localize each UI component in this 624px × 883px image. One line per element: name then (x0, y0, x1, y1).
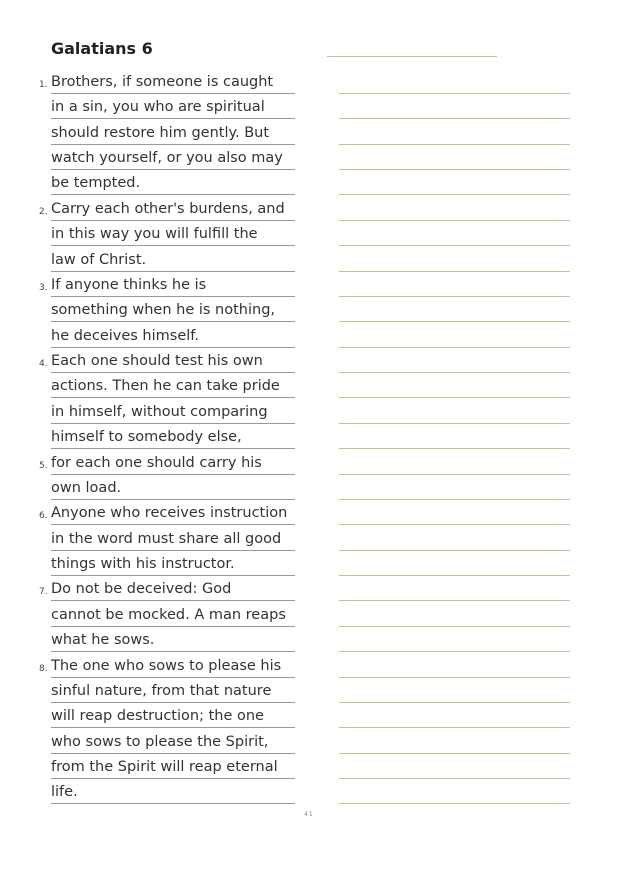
verse-text: from the Spirit will reap eternal (51, 758, 278, 775)
verse-line (51, 424, 295, 449)
writing-line[interactable] (339, 677, 570, 678)
writing-line[interactable] (339, 220, 570, 221)
page-title: Galatians 6 (51, 39, 153, 58)
verse-line (39, 500, 295, 525)
writing-line[interactable] (339, 271, 570, 272)
verse-line (51, 703, 295, 728)
verse-number: 3. (39, 282, 48, 293)
writing-line[interactable] (339, 448, 570, 449)
verse-text: watch yourself, or you also may (51, 150, 283, 167)
verse-line (51, 170, 295, 195)
verse-line (51, 373, 295, 398)
verse-line (51, 94, 295, 119)
writing-line[interactable] (339, 245, 570, 246)
verse-line (51, 602, 295, 627)
verse-number: 2. (39, 206, 48, 217)
verse-line (51, 247, 295, 272)
name-line (327, 56, 497, 57)
verse-text: himself to somebody else, (51, 429, 242, 446)
writing-line[interactable] (339, 169, 570, 170)
verse-line (39, 576, 295, 601)
writing-line[interactable] (339, 194, 570, 195)
verse-text: If anyone thinks he is (51, 276, 207, 293)
writing-line[interactable] (339, 321, 570, 322)
verse-number: 6. (39, 511, 48, 522)
verse-line (51, 729, 295, 754)
writing-line[interactable] (339, 575, 570, 576)
writing-line[interactable] (339, 499, 570, 500)
verse-text: who sows to please the Spirit, (51, 733, 269, 750)
verse-number: 5. (39, 460, 48, 471)
writing-line[interactable] (339, 423, 570, 424)
page-number: 41 (304, 811, 314, 818)
verse-line (51, 779, 295, 804)
writing-line[interactable] (339, 600, 570, 601)
verse-number: 7. (39, 587, 48, 598)
verse-line (51, 475, 295, 500)
verse-text: own load. (51, 479, 122, 496)
verse-text: life. (51, 784, 78, 801)
verse-number: 8. (39, 663, 48, 674)
verse-line (51, 678, 295, 703)
writing-line[interactable] (339, 372, 570, 373)
verse-number: 4. (39, 359, 48, 370)
verse-text: Brothers, if someone is caught (51, 74, 274, 90)
writing-line[interactable] (339, 727, 570, 728)
writing-line[interactable] (339, 296, 570, 297)
verse-text: what he sows. (51, 632, 155, 649)
verse-line (51, 526, 295, 551)
verse-text: Anyone who receives instruction (51, 505, 288, 522)
verse-text: Carry each other's burdens, and (51, 200, 285, 217)
verse-text: actions. Then he can take pride (51, 378, 280, 395)
verse-line (51, 145, 295, 170)
verse-text: should restore him gently. But (51, 124, 270, 141)
verse-line (51, 120, 295, 145)
verse-text: he deceives himself. (51, 327, 199, 344)
writing-line[interactable] (339, 347, 570, 348)
verse-text: in the word must share all good (51, 530, 282, 547)
verse-line (51, 754, 295, 779)
writing-line[interactable] (339, 651, 570, 652)
verse-line (51, 551, 295, 576)
verse-text: Each one should test his own (51, 353, 263, 370)
writing-line[interactable] (339, 397, 570, 398)
verse-line (39, 196, 295, 221)
verse-line (39, 272, 295, 297)
verse-text: in a sin, you who are spiritual (51, 99, 265, 116)
writing-line[interactable] (339, 778, 570, 779)
verse-text: Do not be deceived: God (51, 581, 232, 598)
verse-text: in this way you will fulfill the (51, 226, 258, 243)
writing-line[interactable] (339, 118, 570, 119)
verse-text: be tempted. (51, 175, 141, 192)
verse-text: law of Christ. (51, 251, 147, 268)
verse-text: for each one should carry his (51, 454, 262, 471)
verse-line (51, 399, 295, 424)
verse-text: cannot be mocked. A man reaps (51, 606, 286, 623)
verse-text: sinful nature, from that nature (51, 682, 272, 699)
writing-line[interactable] (339, 753, 570, 754)
verse-line (51, 323, 295, 348)
verse-text: something when he is nothing, (51, 302, 276, 319)
verse-line (51, 221, 295, 246)
verse-line (39, 69, 295, 94)
verse-number: 1. (39, 80, 48, 90)
verse-text: will reap destruction; the one (51, 708, 264, 725)
verse-line (51, 627, 295, 652)
writing-line[interactable] (339, 626, 570, 627)
verse-text: in himself, without comparing (51, 403, 268, 420)
verse-line (39, 653, 295, 678)
verse-line (39, 450, 295, 475)
verse-text: things with his instructor. (51, 556, 235, 573)
writing-line[interactable] (339, 474, 570, 475)
writing-line[interactable] (339, 524, 570, 525)
writing-line[interactable] (339, 803, 570, 804)
writing-line[interactable] (339, 144, 570, 145)
verse-line (51, 297, 295, 322)
verse-text: The one who sows to please his (51, 657, 282, 674)
verse-line (39, 348, 295, 373)
writing-line[interactable] (339, 702, 570, 703)
writing-line[interactable] (339, 550, 570, 551)
writing-line[interactable] (339, 93, 570, 94)
